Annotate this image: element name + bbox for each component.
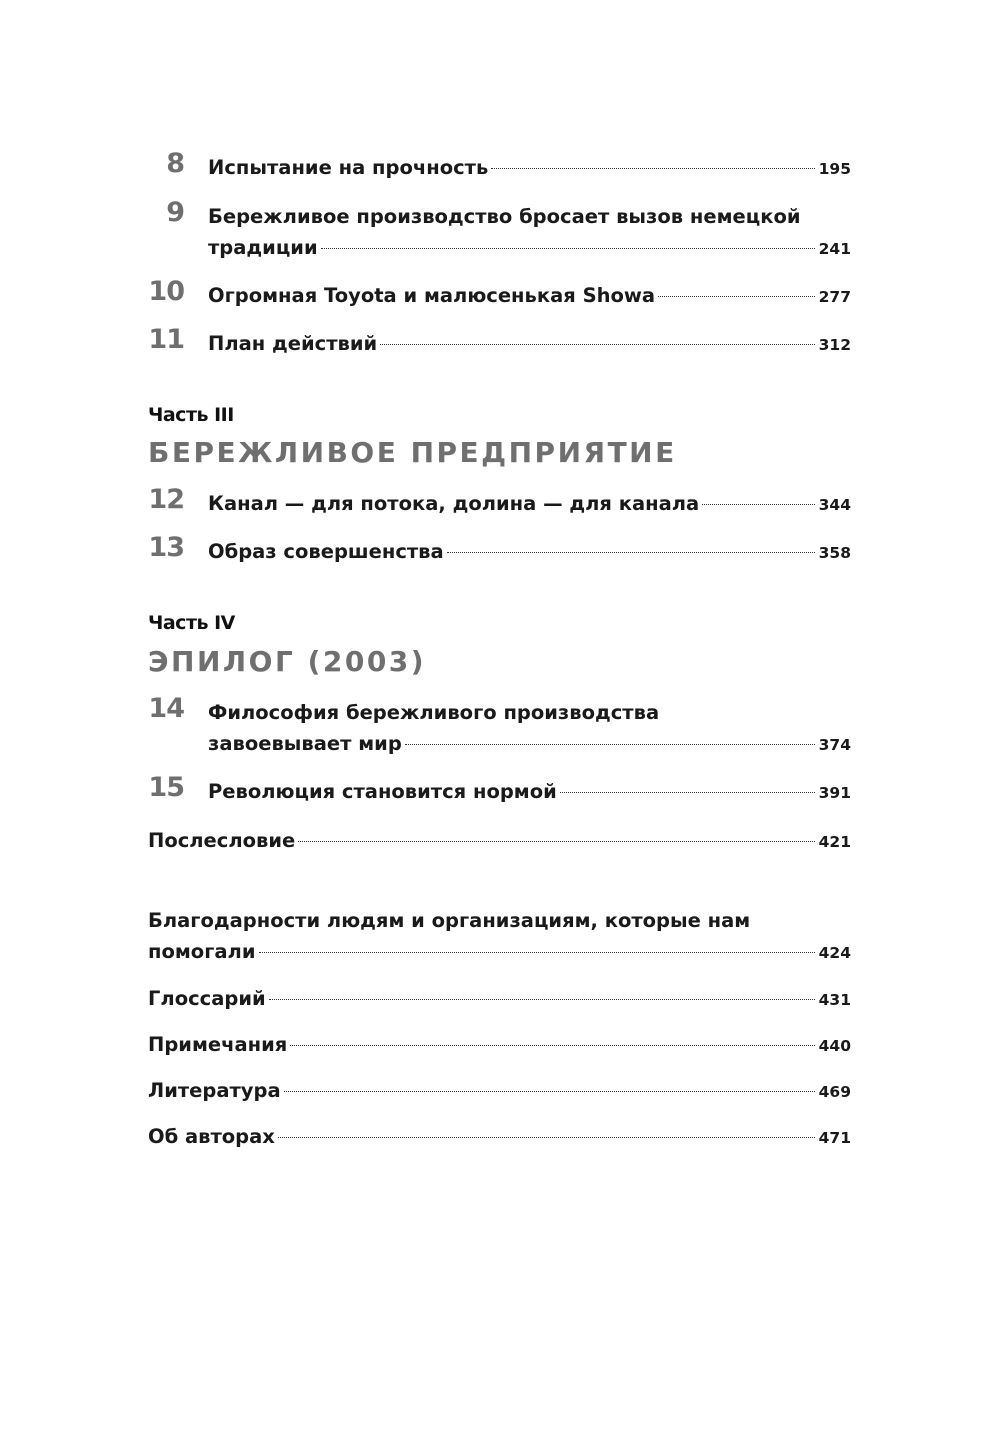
part-title: БЕРЕЖЛИВОЕ ПРЕДПРИЯТИЕ bbox=[148, 436, 677, 469]
dot-leader bbox=[491, 168, 814, 169]
toc-entry-about-authors[interactable] bbox=[148, 1121, 851, 1154]
toc-entry-notes[interactable] bbox=[148, 1029, 851, 1062]
chapter-number: 10 bbox=[148, 276, 184, 307]
entry-title: Глоссарий bbox=[148, 987, 266, 1010]
page-number: 391 bbox=[818, 784, 851, 802]
entry-title: Об авторах bbox=[148, 1125, 275, 1148]
dot-leader bbox=[658, 296, 815, 297]
entry-title: Литература bbox=[148, 1079, 281, 1102]
toc-leader-line bbox=[208, 488, 851, 521]
entry-title-line: Благодарности людям и организациям, которые нам bbox=[148, 909, 751, 932]
chapter-title: Испытание на прочность bbox=[208, 156, 489, 179]
toc-leader-line bbox=[208, 152, 851, 185]
chapter-number: 12 bbox=[148, 484, 184, 515]
toc-leader-line bbox=[148, 1075, 851, 1108]
toc-leader-line bbox=[208, 536, 851, 569]
page-number: 241 bbox=[818, 240, 851, 258]
page-number: 431 bbox=[818, 991, 851, 1009]
dot-leader bbox=[321, 248, 815, 249]
part-title: ЭПИЛОГ (2003) bbox=[148, 645, 427, 678]
page-number: 312 bbox=[818, 336, 851, 354]
toc-entry-chapter-9[interactable] bbox=[148, 197, 851, 265]
chapter-title: План действий bbox=[208, 332, 378, 355]
dot-leader bbox=[298, 841, 814, 842]
page-number: 358 bbox=[818, 544, 851, 562]
entry-title: Послесловие bbox=[148, 829, 296, 852]
page-number: 195 bbox=[818, 160, 851, 178]
toc-leader-line bbox=[148, 936, 851, 969]
chapter-number: 11 bbox=[148, 324, 184, 355]
toc-leader-line bbox=[208, 280, 851, 313]
toc-leader-line bbox=[148, 825, 851, 858]
toc-leader-line bbox=[148, 1029, 851, 1062]
entry-title: Примечания bbox=[148, 1033, 288, 1056]
page-number: 471 bbox=[818, 1129, 851, 1147]
toc-entry-chapter-13[interactable] bbox=[148, 532, 851, 569]
toc-leader-line bbox=[208, 776, 851, 809]
chapter-number: 8 bbox=[166, 148, 184, 179]
page-number: 440 bbox=[818, 1037, 851, 1055]
toc-entry-chapter-10[interactable] bbox=[148, 276, 851, 313]
toc-leader-line bbox=[208, 728, 851, 761]
chapter-number: 13 bbox=[148, 532, 184, 563]
dot-leader bbox=[560, 792, 815, 793]
dot-leader bbox=[284, 1091, 815, 1092]
chapter-title-line: Бережливое производство бросает вызов немецкой bbox=[208, 205, 801, 228]
chapter-title: завоевывает мир bbox=[208, 732, 402, 755]
page-number: 344 bbox=[818, 496, 851, 514]
page-number: 277 bbox=[818, 288, 851, 306]
page-number: 421 bbox=[818, 833, 851, 851]
chapter-title: Образ совершенства bbox=[208, 540, 444, 563]
dot-leader bbox=[380, 344, 814, 345]
dot-leader bbox=[702, 504, 814, 505]
part-label: Часть IV bbox=[148, 612, 235, 634]
chapter-number: 15 bbox=[148, 772, 184, 803]
chapter-title: Огромная Toyota и малюсенькая Showa bbox=[208, 284, 656, 307]
part-label: Часть III bbox=[148, 404, 234, 426]
toc-leader-line bbox=[208, 232, 851, 265]
page-number: 469 bbox=[818, 1083, 851, 1101]
dot-leader bbox=[278, 1137, 815, 1138]
chapter-title: традиции bbox=[208, 236, 318, 259]
toc-entry-literature[interactable] bbox=[148, 1075, 851, 1108]
dot-leader bbox=[290, 1045, 814, 1046]
toc-entry-chapter-8[interactable] bbox=[148, 148, 851, 185]
page-number: 424 bbox=[818, 944, 851, 962]
chapter-number: 9 bbox=[166, 197, 184, 228]
toc-entry-chapter-12[interactable] bbox=[148, 484, 851, 521]
chapter-title: Канал — для потока, долина — для канала bbox=[208, 492, 700, 515]
toc-entry-acknowledgements[interactable] bbox=[148, 905, 851, 969]
page-number: 374 bbox=[818, 736, 851, 754]
entry-title: помогали bbox=[148, 940, 256, 963]
toc-entry-chapter-11[interactable] bbox=[148, 324, 851, 361]
toc-entry-chapter-14[interactable] bbox=[148, 693, 851, 761]
toc-entry-glossary[interactable] bbox=[148, 983, 851, 1016]
dot-leader bbox=[447, 552, 815, 553]
toc-leader-line bbox=[208, 328, 851, 361]
chapter-title-line: Философия бережливого производства bbox=[208, 701, 660, 724]
dot-leader bbox=[405, 744, 815, 745]
chapter-number: 14 bbox=[148, 693, 184, 724]
toc-leader-line bbox=[148, 1121, 851, 1154]
toc-entry-afterword[interactable] bbox=[148, 825, 851, 858]
dot-leader bbox=[259, 952, 815, 953]
dot-leader bbox=[269, 999, 815, 1000]
toc-entry-chapter-15[interactable] bbox=[148, 772, 851, 809]
toc-leader-line bbox=[148, 983, 851, 1016]
chapter-title: Революция становится нормой bbox=[208, 780, 557, 803]
